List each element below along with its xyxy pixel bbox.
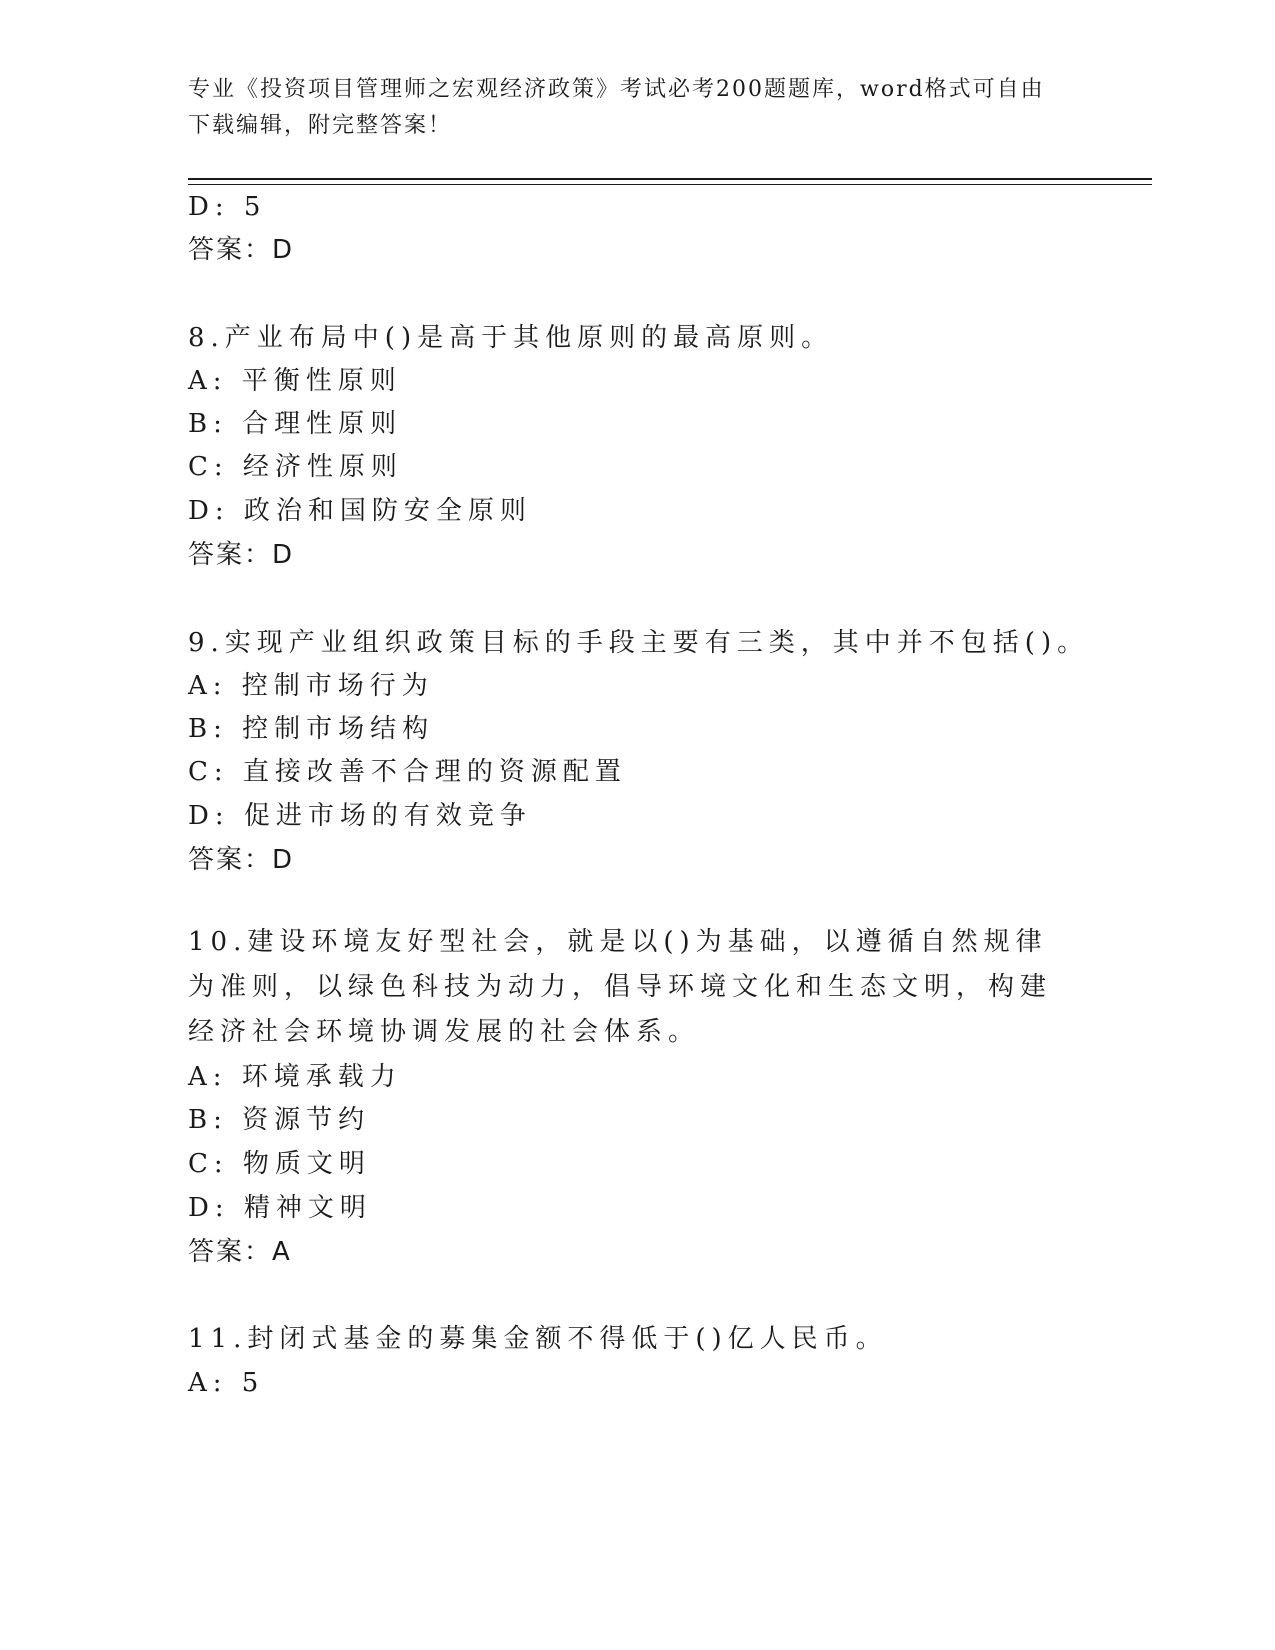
option-a: A: 5 <box>188 1368 265 1398</box>
question-stem: 10.建设环境友好型社会，就是以()为基础，以遵循自然规律为准则，以绿色科技为动力，倡导环境文化和生态文明，构建经济社会环境协调发展的社会体系。 <box>188 927 1053 1047</box>
question-stem: 11.封闭式基金的募集金额不得低于()亿人民币。 <box>188 1324 888 1354</box>
option-a: A: 控制市场行为 <box>188 671 434 701</box>
option-c: C: 经济性原则 <box>188 452 403 482</box>
option-b: B: 合理性原则 <box>188 409 403 439</box>
option-d: D: 精神文明 <box>188 1193 372 1223</box>
option-b: B: 控制市场结构 <box>188 714 435 744</box>
answer: 答案：D <box>188 845 295 875</box>
answer: 答案：D <box>188 540 295 570</box>
option-d: D: 促进市场的有效竞争 <box>188 801 532 831</box>
option-a: A: 环境承载力 <box>188 1062 402 1092</box>
option-d: D: 政治和国防安全原则 <box>188 496 532 526</box>
header-divider-thin <box>188 184 1152 185</box>
header-divider <box>188 178 1152 180</box>
page-header: 专业《投资项目管理师之宏观经济政策》考试必考200题题库，word格式可自由下载编辑，附完整答案！ <box>188 77 1045 138</box>
option-a: A: 平衡性原则 <box>188 366 402 396</box>
option-c: C: 直接改善不合理的资源配置 <box>188 757 627 787</box>
answer: 答案：A <box>188 1237 292 1267</box>
option-b: B: 资源节约 <box>188 1105 371 1135</box>
option-c: C: 物质文明 <box>188 1149 371 1179</box>
answer: 答案：D <box>188 235 295 265</box>
option-d: D: 5 <box>188 192 267 222</box>
question-stem: 8.产业布局中()是高于其他原则的最高原则。 <box>188 323 834 353</box>
question-stem: 9.实现产业组织政策目标的手段主要有三类，其中并不包括()。 <box>188 628 1090 658</box>
